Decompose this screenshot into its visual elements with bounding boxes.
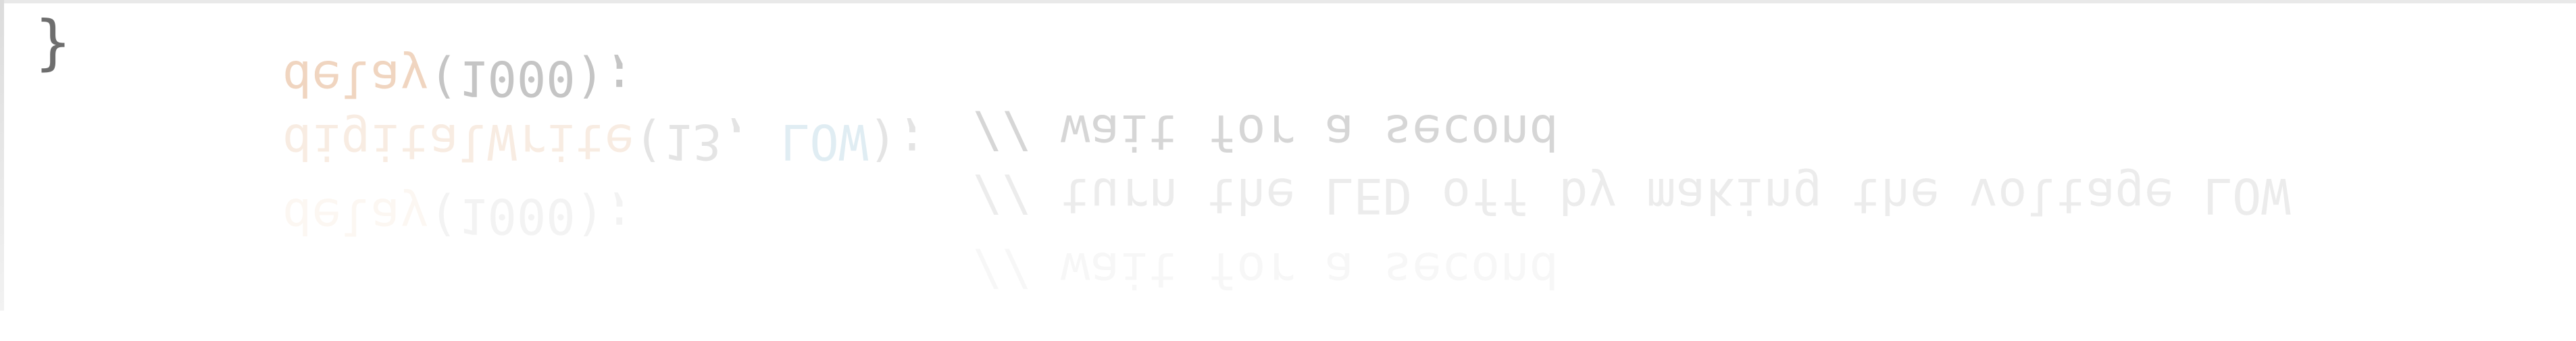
- closing-brace: }: [35, 7, 71, 77]
- code-comment-1: // wait for a second: [973, 104, 1559, 161]
- function-name: delay: [282, 188, 429, 244]
- keyword-low: LOW: [780, 113, 869, 170]
- close-paren: );: [575, 188, 634, 244]
- code-comment-3: // wait for a second: [973, 242, 1559, 298]
- function-name: delay: [282, 50, 429, 107]
- code-comment-2: // turn the LED off by making the voltage LOW: [973, 167, 2291, 224]
- argument: 1000: [458, 50, 576, 107]
- code-line-delay-2: [107, 135, 634, 297]
- function-name: digitalWrite: [282, 113, 634, 170]
- left-gutter: [0, 0, 4, 311]
- argument: 1000: [458, 188, 576, 244]
- close-paren: );: [575, 50, 634, 107]
- close-paren: );: [868, 113, 927, 170]
- open-paren: (: [428, 188, 459, 244]
- separator: ,: [722, 113, 781, 170]
- pin-argument: 13: [663, 113, 722, 170]
- open-paren: (: [634, 113, 663, 170]
- open-paren: (: [428, 50, 459, 107]
